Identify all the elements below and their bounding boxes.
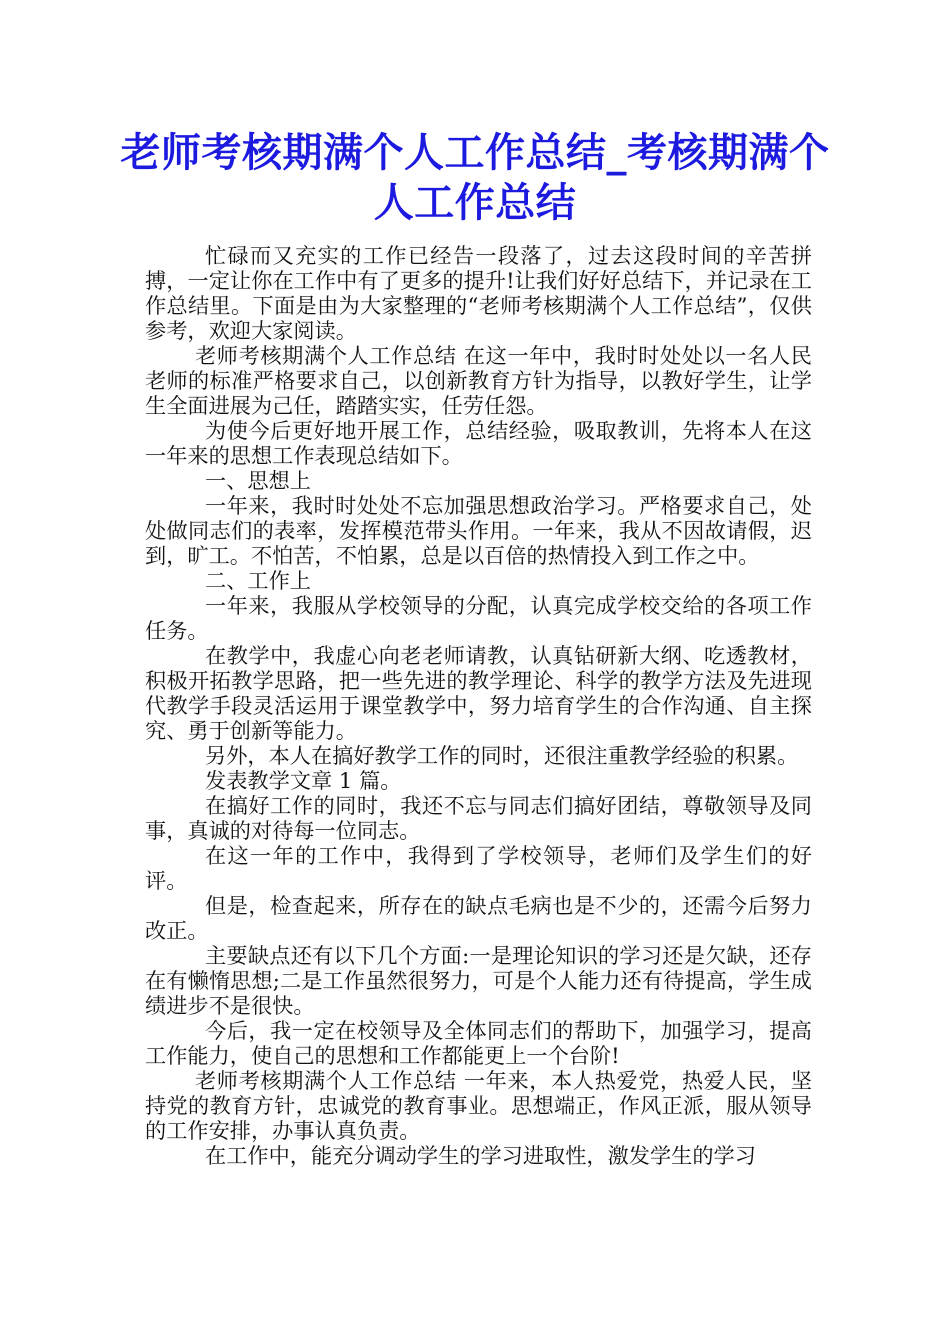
paragraph: 在搞好工作的同时，我还不忘与同志们搞好团结，尊敬领导及同事，真诚的对待每一位同志。	[145, 793, 812, 843]
paragraph: 主要缺点还有以下几个方面:一是理论知识的学习还是欠缺，还存在有懒惰思想;二是工作虽然很努力，可是个人能力还有待提高，学生成绩进步不是很快。	[145, 943, 812, 1018]
paragraph-intro: 忙碌而又充实的工作已经告一段落了，过去这段时间的辛苦拼搏，一定让你在工作中有了更多的提升!让我们好好总结下，并记录在工作总结里。下面是由为大家整理的“老师考核期满个人工作总结”，仅供参考，欢迎大家阅读。	[145, 243, 812, 343]
document-title: 老师考核期满个人工作总结_考核期满个人工作总结	[120, 129, 830, 226]
paragraph: 在这一年的工作中，我得到了学校领导，老师们及学生们的好评。	[145, 843, 812, 893]
paragraph: 为使今后更好地开展工作，总结经验，吸取教训，先将本人在这一年来的思想工作表现总结如下。	[145, 418, 812, 468]
paragraph: 在教学中，我虚心向老老师请教，认真钻研新大纲、吃透教材，积极开拓教学思路，把一些先进的教学理论、科学的教学方法及先进现代教学手段灵活运用于课堂教学中，努力培育学生的合作沟通、自主探究、勇于创新等能力。	[145, 643, 812, 743]
document-body	[145, 243, 812, 1168]
paragraph: 一年来，我时时处处不忘加强思想政治学习。严格要求自己，处处做同志们的表率，发挥模范带头作用。一年来，我从不因故请假，迟到，旷工。不怕苦，不怕累，总是以百倍的热情投入到工作之中。	[145, 493, 812, 568]
paragraph: 在工作中，能充分调动学生的学习进取性，激发学生的学习	[205, 1143, 756, 1168]
paragraph-summary-1: 老师考核期满个人工作总结 在这一年中，我时时处处以一名人民老师的标准严格要求自己，以创新教育方针为指导，以教好学生，让学生全面进展为己任，踏踏实实，任劳任怨。	[145, 343, 812, 418]
paragraph: 一年来，我服从学校领导的分配，认真完成学校交给的各项工作任务。	[145, 593, 812, 643]
paragraph: 但是，检查起来，所存在的缺点毛病也是不少的，还需今后努力改正。	[145, 893, 812, 943]
paragraph: 另外，本人在搞好教学工作的同时，还很注重教学经验的积累。	[205, 743, 799, 768]
section-heading-work: 二、工作上	[205, 568, 311, 593]
paragraph-summary-2: 老师考核期满个人工作总结 一年来，本人热爱党，热爱人民，坚持党的教育方针，忠诚党的教育事业。思想端正，作风正派，服从领导的工作安排，办事认真负责。	[145, 1068, 812, 1143]
paragraph: 发表教学文章 1 篇。	[205, 768, 402, 793]
section-heading-thought: 一、思想上	[205, 468, 311, 493]
paragraph: 今后，我一定在校领导及全体同志们的帮助下，加强学习，提高工作能力，使自己的思想和工作都能更上一个台阶!	[145, 1018, 812, 1068]
